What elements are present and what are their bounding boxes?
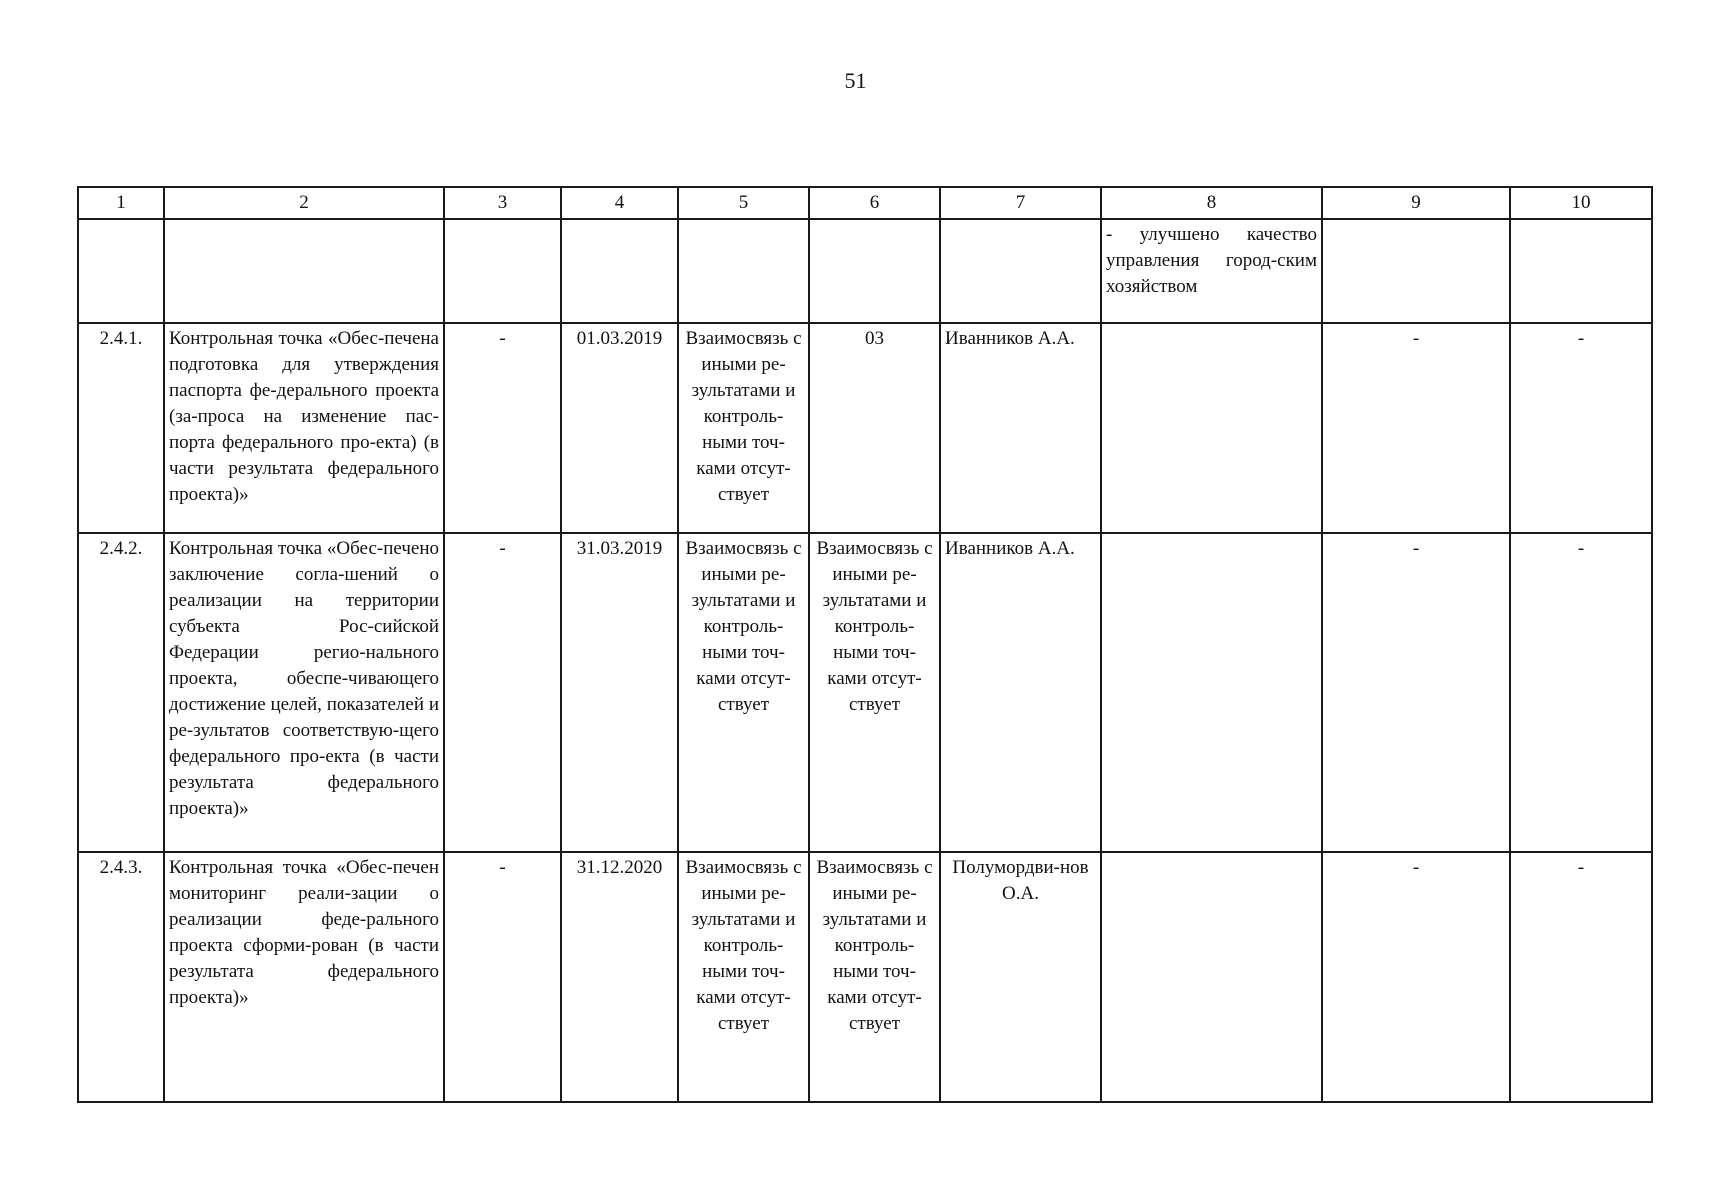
header-col-8: 8	[1101, 187, 1322, 219]
header-col-10: 10	[1510, 187, 1652, 219]
header-col-6: 6	[809, 187, 940, 219]
responsible-cell: Иванников А.А.	[940, 323, 1101, 533]
col9-cell: -	[1322, 533, 1510, 852]
col10-cell: -	[1510, 533, 1652, 852]
control-point-name-cell: Контрольная точка «Обес-печен мониторинг реали-зации о реализации феде-рального проекта сформи-рован (в части результата федерального проекта)»	[164, 852, 444, 1102]
row-number-cell	[78, 219, 164, 323]
col6-cell: Взаимосвязь с иными ре-зультатами и контроль-ными точ-ками отсут-ствует	[809, 533, 940, 852]
col6-cell: Взаимосвязь с иными ре-зультатами и контроль-ными точ-ками отсут-ствует	[809, 852, 940, 1102]
col3-cell: -	[444, 533, 561, 852]
responsible-cell: Иванников А.А.	[940, 533, 1101, 852]
col6-cell	[809, 219, 940, 323]
relation-cell	[678, 219, 809, 323]
result-cell	[1101, 323, 1322, 533]
date-cell	[561, 219, 678, 323]
result-cell: - улучшено качество управления город-ским хозяйством	[1101, 219, 1322, 323]
table-row	[78, 852, 1652, 1102]
date-cell: 01.03.2019	[561, 323, 678, 533]
responsible-cell: Полумордви-нов О.А.	[940, 852, 1101, 1102]
row-number-cell: 2.4.1.	[78, 323, 164, 533]
col9-cell: -	[1322, 852, 1510, 1102]
header-col-3: 3	[444, 187, 561, 219]
col10-cell	[1510, 219, 1652, 323]
control-point-name-cell: Контрольная точка «Обес-печено заключение согла-шений о реализации на территории субъекта Рос-сийской Федерации регио-нального проекта, обеспе-чивающего достижение целей, показателей и ре-зультатов соответствую-щего федерального про-екта (в части результата федерального проекта)»	[164, 533, 444, 852]
col3-cell: -	[444, 852, 561, 1102]
row-number-cell: 2.4.3.	[78, 852, 164, 1102]
result-cell	[1101, 852, 1322, 1102]
header-col-1: 1	[78, 187, 164, 219]
col3-cell: -	[444, 323, 561, 533]
relation-cell: Взаимосвязь с иными ре-зультатами и контроль-ными точ-ками отсут-ствует	[678, 852, 809, 1102]
date-cell: 31.03.2019	[561, 533, 678, 852]
col10-cell: -	[1510, 852, 1652, 1102]
header-col-4: 4	[561, 187, 678, 219]
relation-cell: Взаимосвязь с иными ре-зультатами и контроль-ными точ-ками отсут-ствует	[678, 533, 809, 852]
col9-cell: -	[1322, 323, 1510, 533]
control-points-table	[77, 186, 1653, 1103]
header-col-9: 9	[1322, 187, 1510, 219]
control-point-name-cell	[164, 219, 444, 323]
col9-cell	[1322, 219, 1510, 323]
date-cell: 31.12.2020	[561, 852, 678, 1102]
header-col-5: 5	[678, 187, 809, 219]
result-cell	[1101, 533, 1322, 852]
control-point-name-cell: Контрольная точка «Обес-печена подготовка для утверждения паспорта фе-дерального проекта (за-проса на изменение пас-порта федерального про-екта) (в части результата федерального проекта)»	[164, 323, 444, 533]
table-row	[78, 323, 1652, 533]
page-number: 51	[844, 68, 867, 93]
table-row	[78, 533, 1652, 852]
row-number-cell: 2.4.2.	[78, 533, 164, 852]
col6-cell: 03	[809, 323, 940, 533]
relation-cell: Взаимосвязь с иными ре-зультатами и контроль-ными точ-ками отсут-ствует	[678, 323, 809, 533]
col10-cell: -	[1510, 323, 1652, 533]
header-col-7: 7	[940, 187, 1101, 219]
header-col-2: 2	[164, 187, 444, 219]
col3-cell	[444, 219, 561, 323]
header-row	[78, 187, 1652, 219]
table-row	[78, 219, 1652, 323]
responsible-cell	[940, 219, 1101, 323]
